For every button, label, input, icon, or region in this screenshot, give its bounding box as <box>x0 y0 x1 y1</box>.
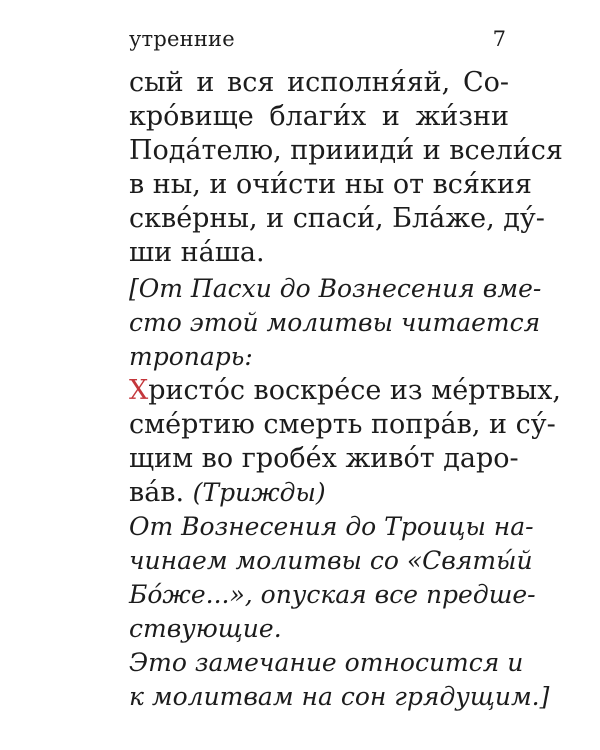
page-number: 7 <box>492 27 506 51</box>
troparion-line <box>129 374 561 408</box>
rubric-line: тропарь: <box>129 342 253 371</box>
troparion-line <box>129 476 509 510</box>
prayer-line: кро́вище благи́х и жи́зни <box>129 101 509 132</box>
troparion-last-line: ва́в. <box>129 477 193 508</box>
page-text <box>129 66 563 714</box>
rubric-line: чинаем молитвы со «Святы́й <box>129 546 533 575</box>
rubric-line: [От Пасхи до Вознесения вме- <box>129 274 542 303</box>
rubric-line: сто этой молитвы читается <box>129 308 541 337</box>
running-title: утренние <box>129 27 235 51</box>
troparion-line: щим во гробе́х живо́т даро- <box>129 443 519 474</box>
rubric-line: ствующие. <box>129 614 282 643</box>
prayer-line: в ны, и очи́сти ны от вся́кия <box>129 169 532 200</box>
repeat-note: (Трижды) <box>192 478 326 507</box>
prayer-line: Пода́телю, приииди́ и всели́ся <box>129 135 563 166</box>
rubric-line: к молитвам на сон грядущим.] <box>129 682 550 711</box>
prayer-line: скве́рны, и спаси́, Бла́же, ду́- <box>129 203 545 234</box>
rubric-line: Бо́же...», опуская все предше- <box>129 580 536 609</box>
prayer-line: ши на́ша. <box>129 237 265 268</box>
troparion-initial: Х <box>129 375 149 406</box>
prayer-line: сый и вся исполня́яй, Со- <box>129 67 509 98</box>
troparion-line: сме́ртию смерть попра́в, и су́- <box>129 409 556 440</box>
rubric-line: От Вознесения до Троицы на- <box>129 512 534 541</box>
rubric-line: Это замечание относится и <box>129 648 524 677</box>
troparion-first-line: ристо́с воскре́се из ме́ртвых, <box>148 375 561 406</box>
